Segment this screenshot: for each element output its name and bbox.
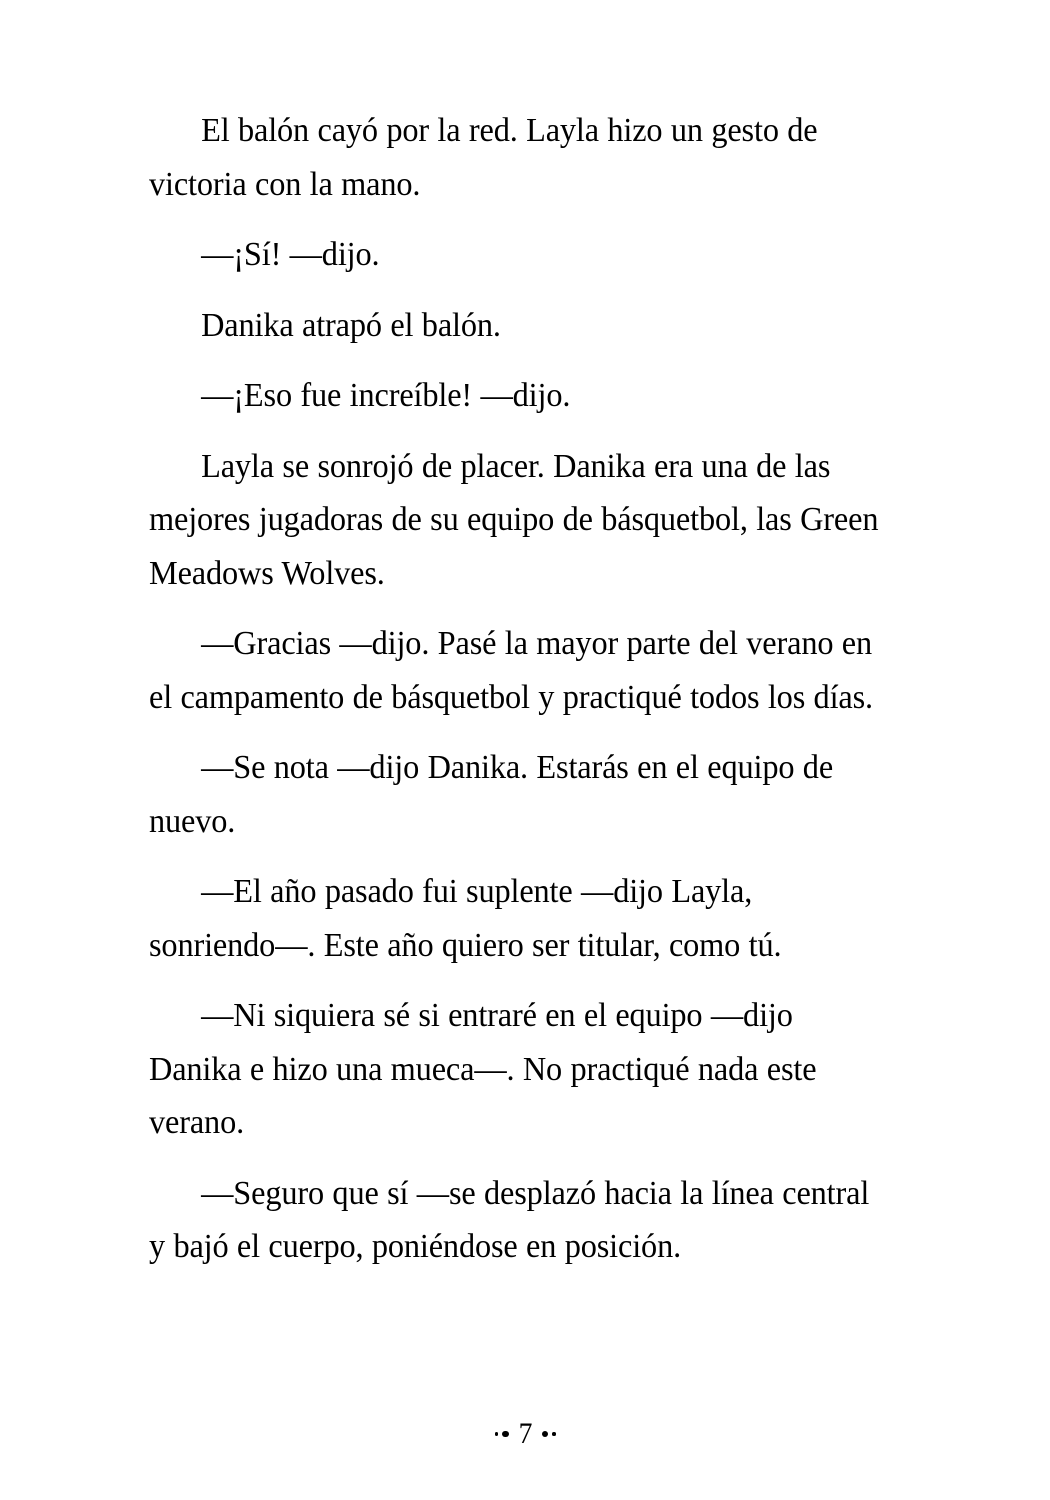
dot-large-icon: [542, 1431, 549, 1438]
folio-ornament-right: [542, 1431, 556, 1438]
page-number: 7: [518, 1417, 532, 1450]
body-text-block: [149, 104, 909, 1274]
folio-ornament-left: [495, 1431, 509, 1438]
paragraph: —Seguro que sí —se desplazó hacia la línea central y bajó el cuerpo, poniéndose en posición.: [149, 1174, 870, 1265]
paragraph: —Gracias —dijo. Pasé la mayor parte del verano en el campamento de básquetbol y practiqué todos los días.: [149, 625, 873, 716]
paragraph: —¡Eso fue increíble! —dijo.: [201, 377, 571, 414]
paragraph: —Ni siquiera sé si entraré en el equipo —dijo Danika e hizo una mueca—. No practiqué nada este verano.: [149, 997, 817, 1141]
paragraph: —Se nota —dijo Danika. Estarás en el equipo de nuevo.: [149, 749, 834, 840]
dot-large-icon: [502, 1431, 509, 1438]
page-footer-folio: [0, 1414, 1050, 1454]
dot-small-icon: [495, 1432, 499, 1436]
paragraph: Danika atrapó el balón.: [201, 306, 501, 344]
dot-small-icon: [552, 1432, 556, 1436]
paragraph: —El año pasado fui suplente —dijo Layla, sonriendo—. Este año quiero ser titular, como tú.: [149, 873, 782, 964]
paragraph: —¡Sí! —dijo.: [201, 236, 380, 273]
paragraph: Layla se sonrojó de placer. Danika era una de las mejores jugadoras de su equipo de básquetbol, las Green Meadows Wolves.: [149, 447, 879, 592]
paragraph: El balón cayó por la red. Layla hizo un gesto de victoria con la mano.: [149, 112, 818, 203]
